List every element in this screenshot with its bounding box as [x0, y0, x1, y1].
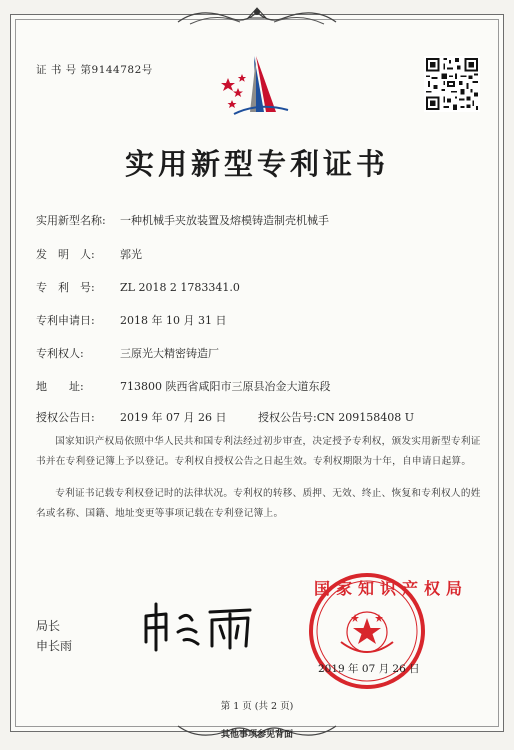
- qr-code-icon: [424, 56, 480, 112]
- field-value: 713800 陕西省咸阳市三原县冶金大道东段: [120, 380, 331, 393]
- field-value: CN 209158408 U: [316, 411, 415, 424]
- back-note: 其他事项参见背面: [220, 730, 293, 740]
- field-value: 2018 年 10 月 31 日: [120, 314, 227, 327]
- seal-date: 2019 年 07 月 26 日: [318, 663, 420, 675]
- handwritten-signature-icon: [140, 598, 260, 654]
- field-label: 授权公告号:: [258, 411, 317, 424]
- field-label: 专利申请日:: [36, 314, 95, 327]
- field-patentee: [36, 345, 219, 361]
- field-label: 发 明 人:: [36, 248, 95, 261]
- field-value: 一种机械手夹放装置及熔模铸造制壳机械手: [120, 214, 329, 227]
- field-application-date: [36, 312, 226, 328]
- field-label: 地 址:: [36, 380, 84, 393]
- field-inventor: [36, 246, 142, 262]
- legal-paragraph-1: 国家知识产权局依照中华人民共和国专利法经过初步审查，决定授予专利权，颁发实用新型专利证书并在专利登记簿上予以登记。专利权自授权公告之日起生效。专利权期限为十年，自申请日起算。: [36, 436, 481, 467]
- field-label: 专 利 号:: [36, 281, 95, 294]
- field-patent-number: [36, 279, 240, 295]
- signatory-name: 申长雨: [36, 639, 73, 653]
- certificate-title: 实用新型专利证书: [124, 147, 389, 181]
- signatory-title: 局长: [36, 619, 61, 633]
- cnipa-logo-icon: [216, 52, 298, 126]
- legal-paragraph-2: 专利证书记载专利权登记时的法律状况。专利权的转移、质押、无效、终止、恢复和专利权人的姓名或名称、国籍、地址变更等事项记载在专利登记簿上。: [36, 488, 481, 519]
- field-label: 专利权人:: [36, 347, 84, 360]
- field-utility-model-name: [36, 212, 329, 228]
- field-value: 三原光大精密铸造厂: [120, 347, 219, 360]
- field-label: 实用新型名称:: [36, 214, 106, 227]
- field-grant-announcement-date: [36, 409, 226, 425]
- seal-text: 国家知识产权局: [314, 579, 469, 598]
- field-value: 2019 年 07 月 26 日: [120, 411, 227, 424]
- top-ornament-icon: [170, 4, 344, 30]
- field-value: 郭光: [120, 248, 142, 261]
- field-address: [36, 378, 331, 394]
- field-label: 授权公告日:: [36, 411, 95, 424]
- certificate-number: 证 书 号 第9144782号: [36, 64, 153, 76]
- page-number: 第 1 页 (共 2 页): [220, 701, 294, 712]
- field-value: ZL 2018 2 1783341.0: [120, 281, 240, 294]
- field-grant-announcement-number: [258, 409, 414, 425]
